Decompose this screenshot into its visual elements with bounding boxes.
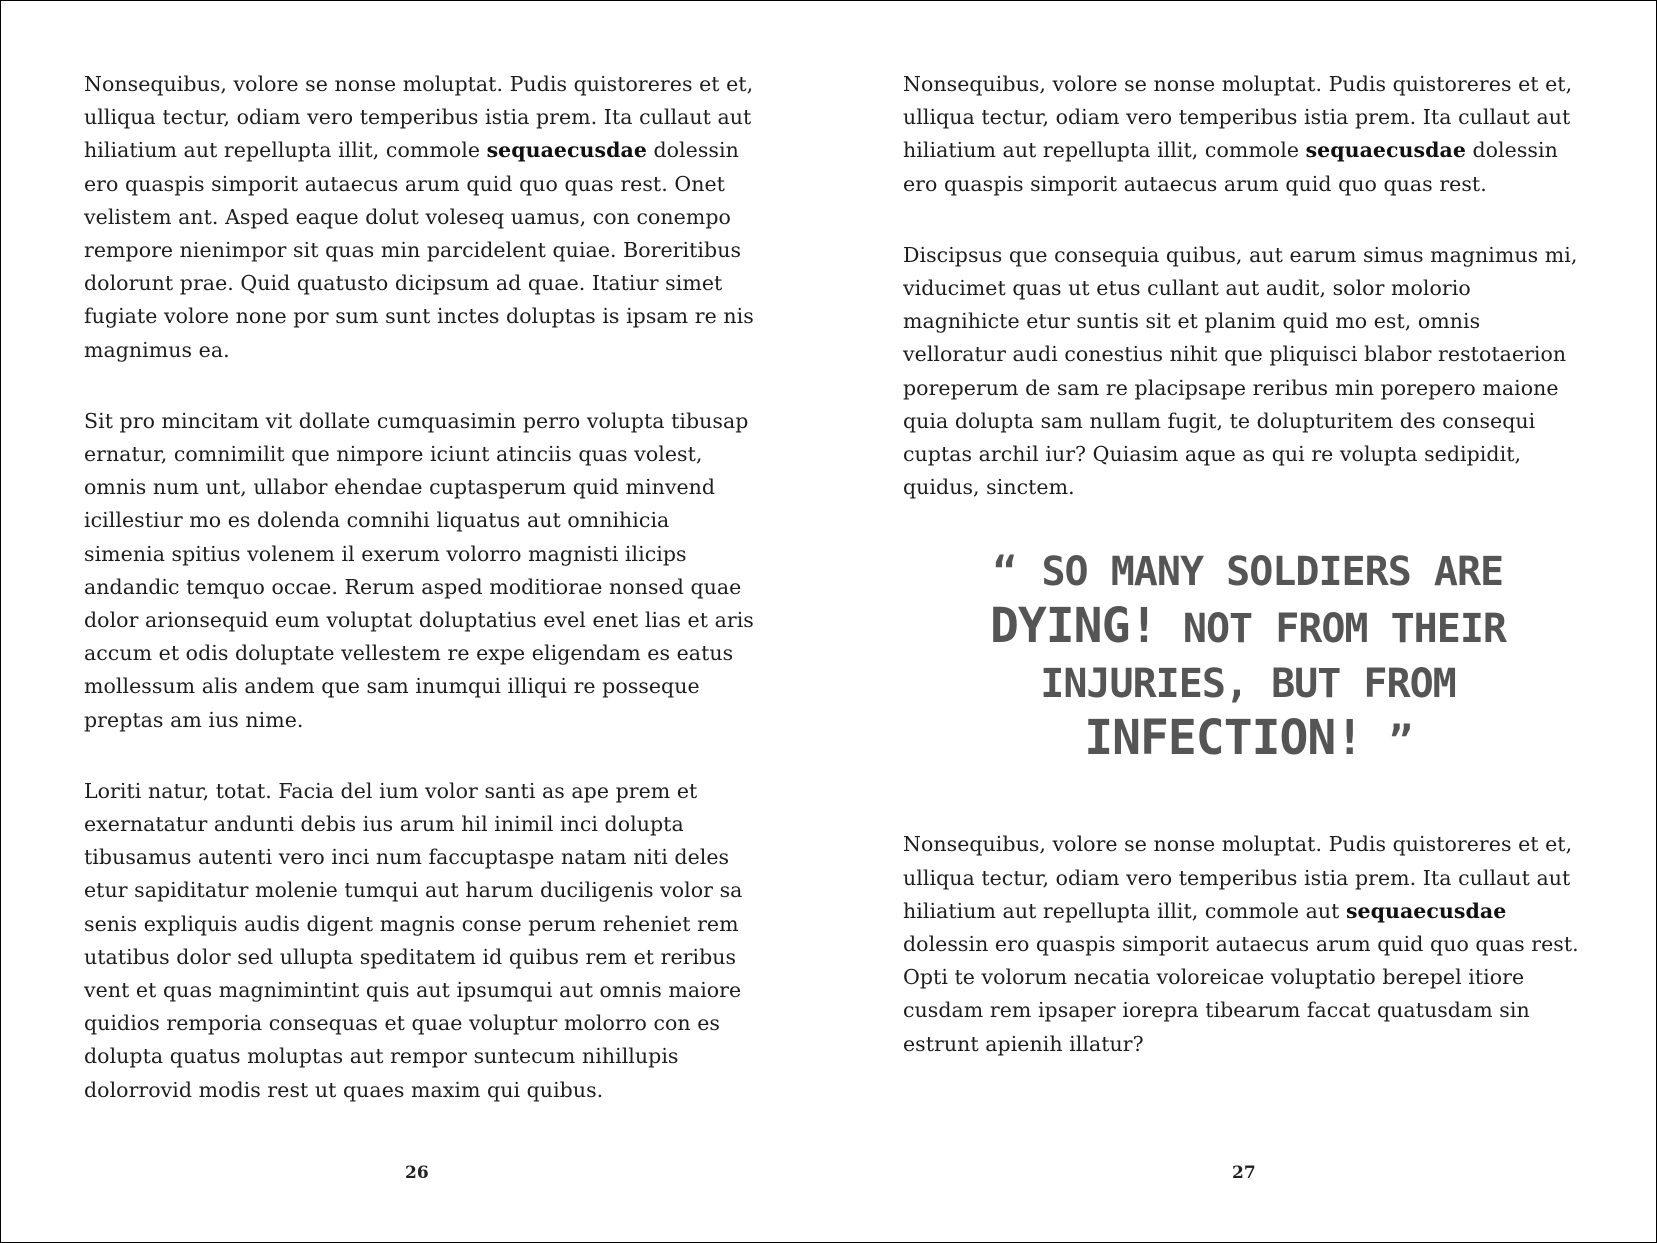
body-paragraph xyxy=(84,405,754,737)
body-paragraph xyxy=(84,68,754,367)
body-paragraph xyxy=(903,239,1583,505)
paragraph-text: dolessin ero quaspis simporit autaecus arum quid quo quas rest. xyxy=(903,138,1558,196)
page-number: 27 xyxy=(1232,1163,1256,1183)
paragraph-text: Discipsus que consequia quibus, aut earum simus magnimus mi, viducimet quas ut etus cullant aut audit, solor molorio magnihicte etur suntis sit et planim quid mo est, omnis velloratur audi conestius nihit que pliquisci blabor restotaerion poreperum de sam re placipsape reribus min porepero maione quia dolupta sam nullam fugit, te dolupturitem des consequi cuptas archil iur? Quiasim aque as qui re volupta sedipidit, quidus, sinctem. xyxy=(903,242,1578,500)
pull-quote xyxy=(903,544,1583,768)
page-number: 26 xyxy=(405,1163,429,1183)
left-page xyxy=(1,1,829,1242)
open-quote-mark: “ xyxy=(992,549,1016,596)
pull-quote-emphasis: INFECTION! xyxy=(1084,710,1364,767)
pull-quote-line: SO MANY SOLDIERS ARE xyxy=(1041,549,1504,596)
paragraph-text: Sit pro mincitam vit dollate cumquasimin perro volupta tibusap ernatur, comnimilit que nimpore iciunt atinciis quas volest, omnis num unt, ullabor ehendae cuptasperum quid minvend icillestiur mo es dolenda comnihi liquatus aut omnihicia simenia spitius volenem il exerum volorro magnisti ilicips andandic temquo occae. Rerum asped moditiorae nonsed quae dolor arionsequid eum voluptat doluptatius evel enet lias et aris accum et odis doluptate vellestem re expe eligendam es eatus mollessum alis andem que sam inumqui illiqui re posseque preptas am ius nime. xyxy=(84,408,754,732)
left-text-column xyxy=(84,68,754,1145)
body-paragraph xyxy=(903,828,1583,1060)
close-quote-mark: ” xyxy=(1388,718,1412,765)
right-text-column xyxy=(903,68,1583,1099)
body-paragraph xyxy=(903,68,1583,201)
paragraph-text: Nonsequibus, volore se nonse moluptat. Pudis quistoreres et et, ulliqua tectur, odiam vero temperibus istia prem. Ita cullaut aut hiliatium aut repellupta illit, commole aut xyxy=(903,832,1573,923)
pull-quote-line: NOT FROM THEIR xyxy=(1182,606,1507,653)
body-paragraph xyxy=(84,775,754,1107)
pull-quote-line: INJURIES, BUT FROM xyxy=(1040,661,1456,708)
bold-term: sequaecusdae xyxy=(1305,138,1466,163)
bold-term: sequaecusdae xyxy=(1345,898,1507,923)
paragraph-text: dolessin ero quaspis simporit autaecus arum quid quo quas rest. Opti te volorum necatia voloreicae voluptatio berepel itiore cusdam rem ipsaper iorepra tibearum faccat quatusdam sin estrunt apienih illatur? xyxy=(903,932,1579,1056)
paragraph-text: Nonsequibus, volore se nonse moluptat. Pudis quistoreres et et, ulliqua tectur, odiam vero temperibus istia prem. Ita cullaut aut hiliatium aut repellupta illit, commole xyxy=(84,72,754,163)
right-page xyxy=(829,1,1656,1242)
pull-quote-emphasis: DYING! xyxy=(989,598,1158,655)
paragraph-text: dolessin ero quaspis simporit autaecus arum quid quo quas rest. Onet velistem ant. Asped eaque dolut voleseq uamus, con conempo rempore nienimpor sit quas min parcidelent quiae. Boreritibus dolorunt prae. Quid quatusto dicipsum ad quae. Itatiur simet fugiate volore none por sum sunt inctes doluptas is ipsam re nis magnimus ea. xyxy=(84,138,754,362)
paragraph-text: Nonsequibus, volore se nonse moluptat. Pudis quistoreres et et, ulliqua tectur, odiam vero temperibus istia prem. Ita cullaut aut hiliatium aut repellupta illit, commole xyxy=(903,72,1573,163)
paragraph-text: Loriti natur, totat. Facia del ium volor santi as ape prem et exernatatur andunti debis ius arum hil inimil inci dolupta tibusamus autenti vero inci num faccuptaspe natam niti deles etur sapiditatur molenie tumqui aut harum duciligenis volor sa senis expliquis audis digent magnis conse perum reheniet rem utatibus dolor sed ullupta speditatem id quibus rem et reribus vent et quas magnimintint quis aut ipsumqui aut omnis maiore quidios remporia consequas et quae voluptur molorro con es dolupta quatus moluptas aut rempor suntecum nihillupis dolorrovid modis rest ut quaes maxim qui quibus. xyxy=(84,778,743,1102)
bold-term: sequaecusdae xyxy=(486,138,647,163)
